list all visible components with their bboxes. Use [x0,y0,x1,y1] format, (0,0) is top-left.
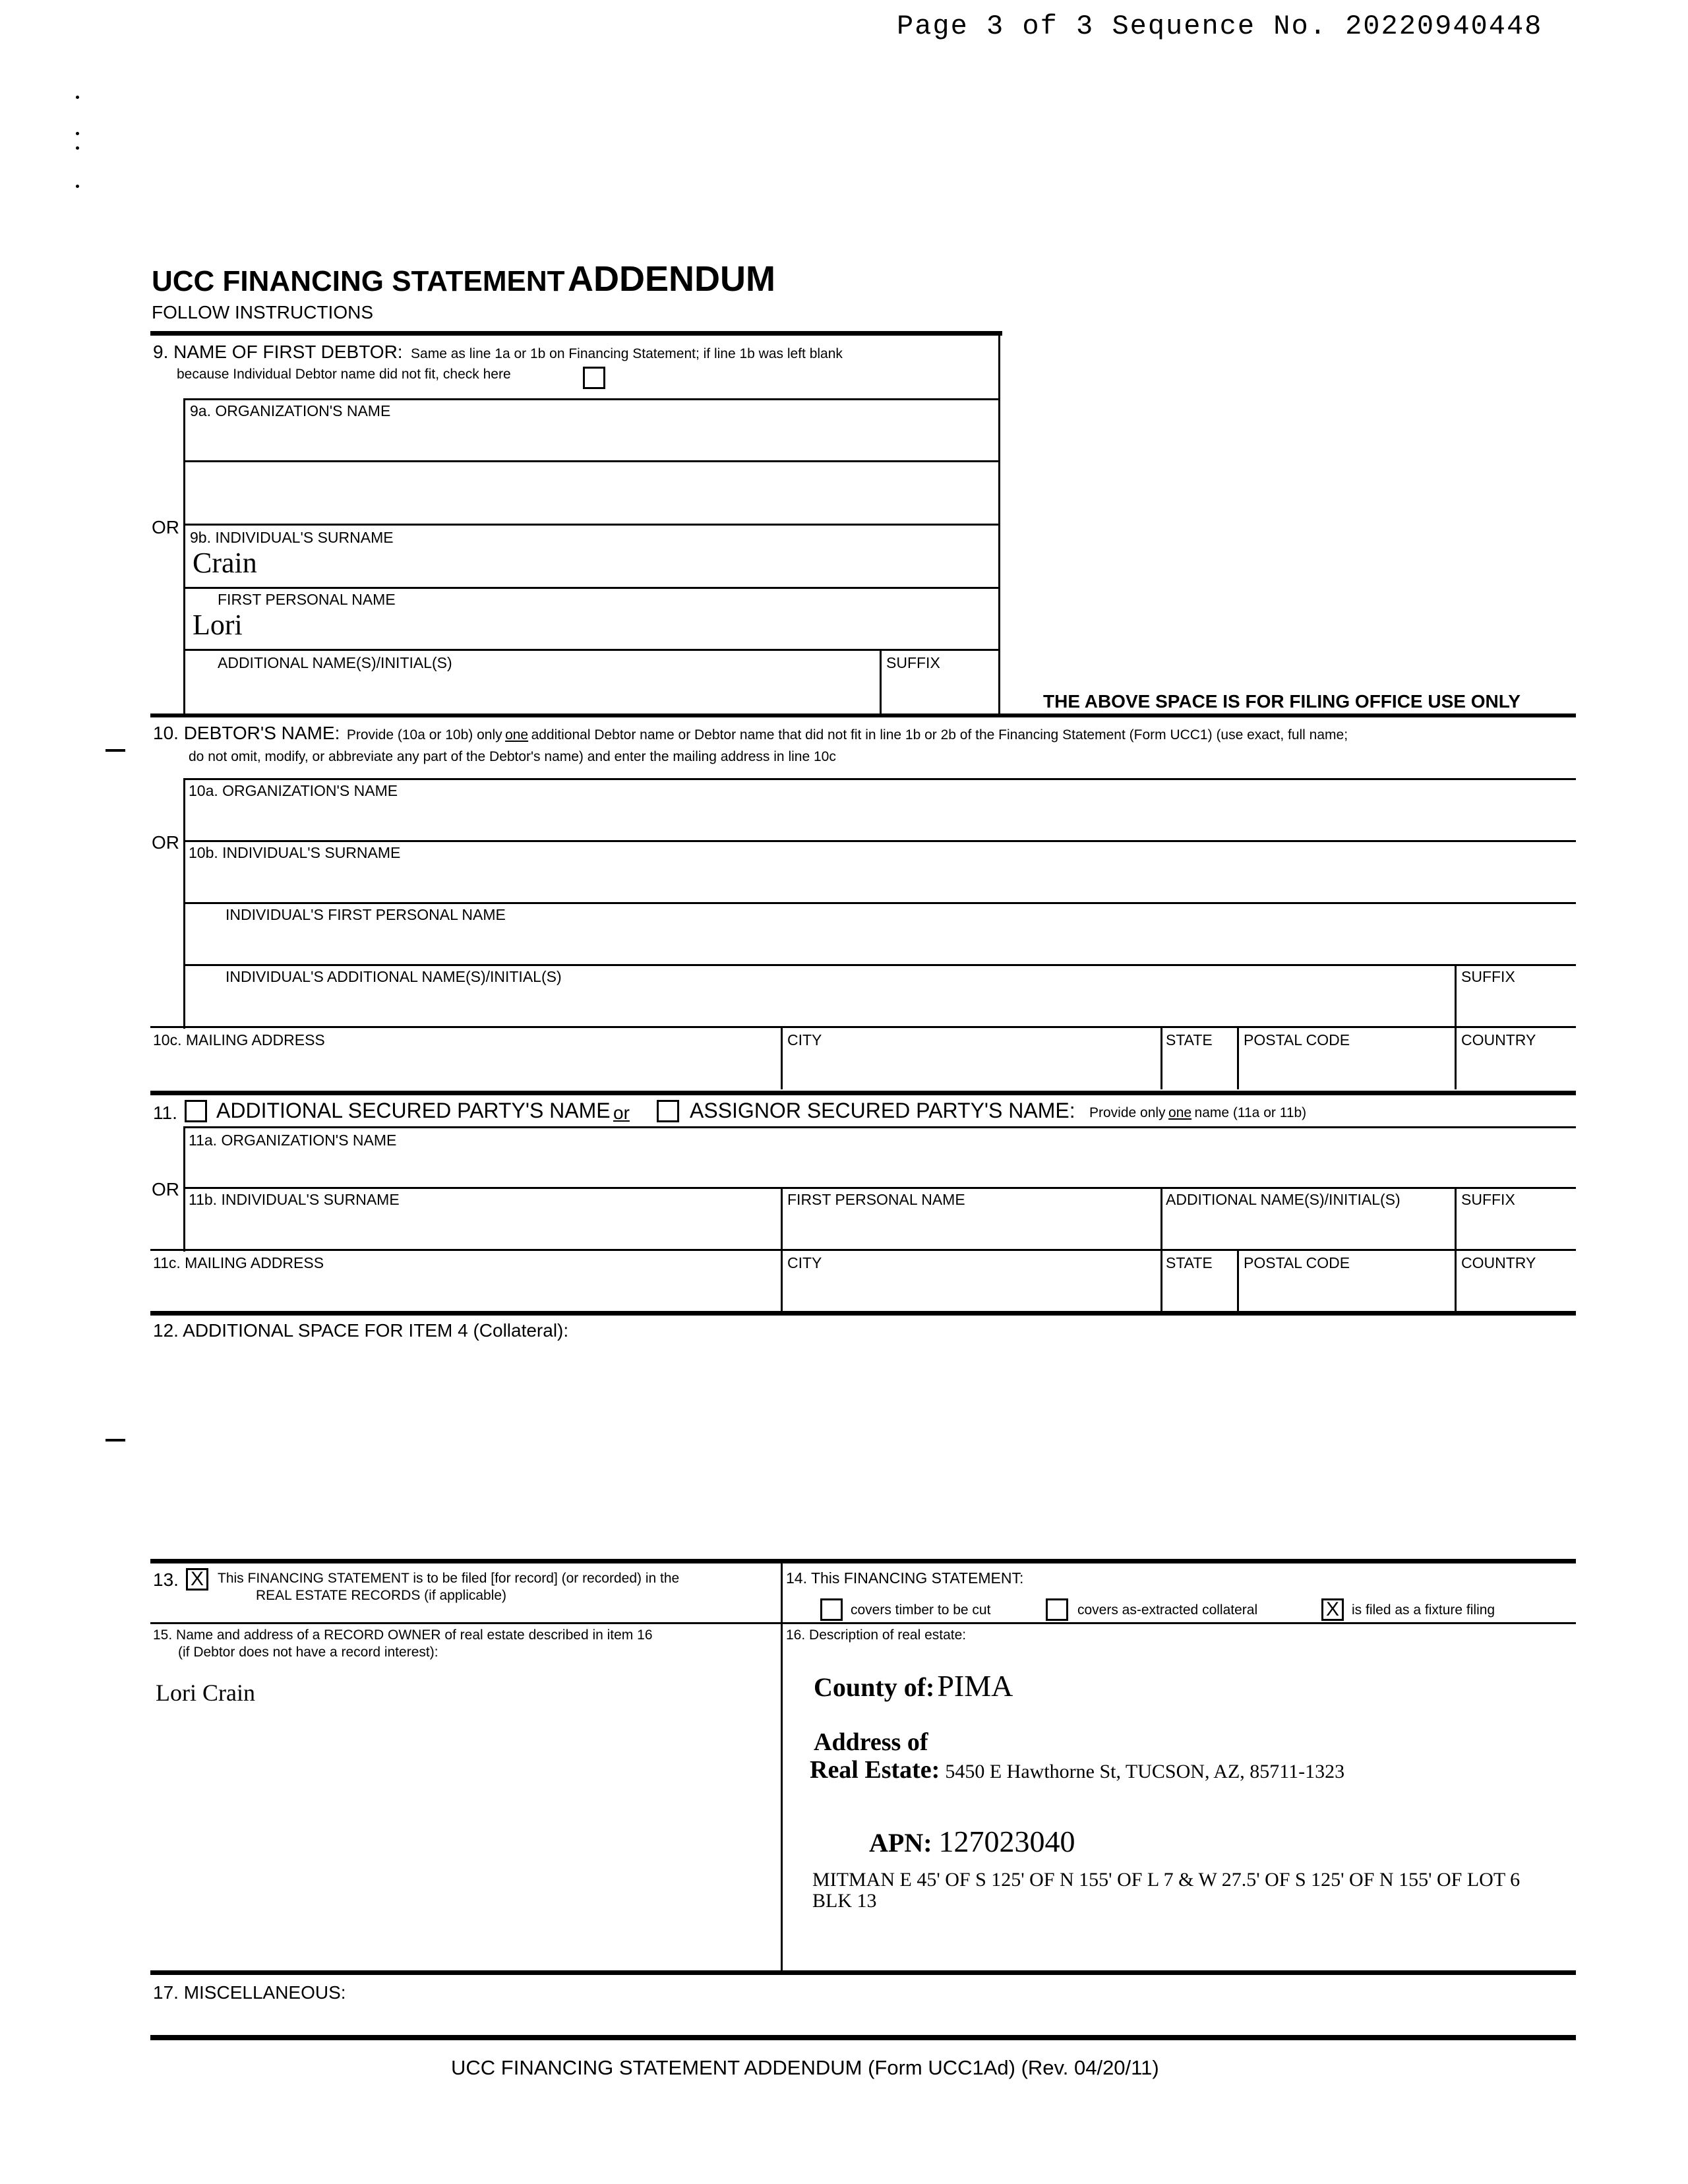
col-rule [880,649,882,715]
row-rule [150,1622,1576,1624]
section-10-heading: 10. DEBTOR'S NAME: Provide (10a or 10b) only one additional Debtor name or Debtor name that did not fit in line 1b or 2b of the Financing Statement (Form UCC1) (use exact, full name; [153,723,1348,743]
11b-surname-label: 11b. INDIVIDUAL'S SURNAME [189,1191,400,1208]
10b-surname-label: 10b. INDIVIDUAL'S SURNAME [189,844,401,861]
assignor-secured-party-checkbox[interactable] [657,1100,679,1122]
section-17-top-rule [150,1970,1576,1975]
10c-state-label: STATE [1166,1031,1213,1048]
9b-surname-value: Crain [193,547,257,579]
form-title [152,258,775,299]
row-rule [183,398,1000,400]
section-13-number: 13. [153,1569,179,1590]
follow-instructions: FOLLOW INSTRUCTIONS [152,302,374,322]
section-9-top-rule [150,331,1002,336]
col-rule [1237,1249,1239,1312]
section-15-text-2: (if Debtor does not have a record interest): [178,1645,438,1660]
section-11-top-rule [150,1091,1576,1095]
section-13-text-2: REAL ESTATE RECORDS (if applicable) [256,1588,507,1603]
9a-org-label: 9a. ORGANIZATION'S NAME [190,402,391,419]
section-12-top-rule [150,1311,1576,1316]
section-9-note: because Individual Debtor name did not fit, check here [177,367,511,382]
as-extracted-checkbox[interactable] [1046,1598,1068,1621]
additional-secured-party-checkbox[interactable] [185,1100,207,1122]
row-rule [183,778,1576,780]
section-10-top-rule [150,713,1576,717]
scan-speck [76,185,79,188]
as-extracted-label: covers as-extracted collateral [1077,1602,1258,1618]
col-rule [1237,1026,1239,1089]
section-10-note: do not omit, modify, or abbreviate any part of the Debtor's name) and enter the mailing address in line 10c [189,749,836,764]
filing-office-note: THE ABOVE SPACE IS FOR FILING OFFICE USE ONLY [1043,691,1521,712]
row-rule [150,1026,1576,1028]
10c-city-label: CITY [787,1031,822,1048]
row-rule [183,524,1000,526]
11b-suffix-label: SUFFIX [1461,1191,1515,1208]
section-15-text-1: 15. Name and address of a RECORD OWNER of real estate described in item 16 [153,1627,653,1643]
10-additional-names-label: INDIVIDUAL'S ADDITIONAL NAME(S)/INITIAL(S) [226,968,562,985]
row-rule [150,1249,1576,1251]
apn-line [869,1824,1075,1859]
col-rule [1455,1026,1457,1089]
form-title-suffix: ADDENDUM [568,259,775,299]
county-line [814,1668,1013,1703]
section-13-top-rule [150,1559,1576,1563]
11c-city-label: CITY [787,1254,822,1271]
9-suffix-label: SUFFIX [886,654,940,671]
col-rule [1455,964,1457,1027]
section-13-checkbox[interactable]: X [186,1568,208,1591]
10c-mailing-label: 10c. MAILING ADDRESS [153,1031,325,1048]
address-value: 5450 E Hawthorne St, TUCSON, AZ, 85711-1323 [945,1761,1345,1782]
10a-org-label: 10a. ORGANIZATION'S NAME [189,782,398,799]
scan-mark [106,1439,125,1441]
section-11-number: 11. [153,1103,177,1123]
col-rule [781,1026,783,1089]
col-rule [1160,1026,1162,1089]
legal-description-2: BLK 13 [812,1890,877,1912]
timber-checkbox[interactable] [820,1598,843,1621]
scan-speck [76,146,79,150]
row-rule [183,902,1576,904]
section-11-or: or [613,1103,630,1123]
row-rule [183,1126,1576,1128]
section-13-text-1: This FINANCING STATEMENT is to be filed [for record] (or recorded) in the [218,1571,680,1586]
row-rule [183,649,1000,651]
section-9-heading: 9. NAME OF FIRST DEBTOR: Same as line 1a or 1b on Financing Statement; if line 1b was left blank [153,342,843,362]
county-value: PIMA [937,1669,1013,1703]
center-divider [781,1559,783,1973]
11b-additional-label: ADDITIONAL NAME(S)/INITIAL(S) [1166,1191,1401,1208]
form-title-prefix: UCC FINANCING STATEMENT [152,265,565,297]
row-rule [183,460,1000,462]
10-first-name-label: INDIVIDUAL'S FIRST PERSONAL NAME [226,906,506,923]
section-9-right-border [998,331,1000,715]
assignor-secured-party-label: ASSIGNOR SECURED PARTY'S NAME: [690,1099,1075,1122]
9-additional-names-label: ADDITIONAL NAME(S)/INITIAL(S) [218,654,452,671]
section-17-heading: 17. MISCELLANEOUS: [153,1982,346,2003]
section-14-heading: 14. This FINANCING STATEMENT: [786,1569,1024,1587]
additional-secured-party-label: ADDITIONAL SECURED PARTY'S NAME [216,1099,611,1122]
section-9-left-border [183,398,185,715]
11c-postal-label: POSTAL CODE [1244,1254,1350,1271]
11a-org-label: 11a. ORGANIZATION'S NAME [189,1132,397,1149]
row-rule [183,840,1576,842]
row-rule [183,587,1000,589]
section-11-note: Provide only one name (11a or 11b) [1089,1105,1307,1120]
section-16-heading: 16. Description of real estate: [786,1627,967,1643]
scan-speck [76,96,79,99]
address-label-1: Address of [814,1728,928,1756]
or-label: OR [152,1179,179,1199]
row-rule [183,964,1576,966]
9-first-name-value: Lori [193,609,243,641]
apn-label: APN: [869,1828,932,1858]
apn-value: 127023040 [938,1825,1075,1858]
11c-state-label: STATE [1166,1254,1213,1271]
record-owner-name: Lori Crain [156,1680,255,1706]
11c-country-label: COUNTRY [1461,1254,1536,1271]
10c-postal-label: POSTAL CODE [1244,1031,1350,1048]
bottom-rule [150,2035,1576,2040]
legal-description-1: MITMAN E 45' OF S 125' OF N 155' OF L 7 & W 27.5' OF S 125' OF N 155' OF LOT 6 [812,1869,1521,1891]
page-sequence-header: Page 3 of 3 Sequence No. 20220940448 [897,11,1543,42]
or-label: OR [152,517,179,537]
county-label: County of: [814,1672,935,1702]
11b-first-name-label: FIRST PERSONAL NAME [787,1191,965,1208]
9-first-name-label: FIRST PERSONAL NAME [218,591,396,608]
fixture-filing-checkbox[interactable]: X [1321,1598,1344,1621]
or-label: OR [152,832,179,853]
fixture-filing-label: is filed as a fixture filing [1352,1602,1495,1618]
9b-surname-label: 9b. INDIVIDUAL'S SURNAME [190,529,394,546]
row-rule [183,1187,1576,1189]
10-suffix-label: SUFFIX [1461,968,1515,985]
scan-speck [76,132,79,135]
timber-label: covers timber to be cut [851,1602,991,1618]
scan-mark [106,749,125,752]
10c-country-label: COUNTRY [1461,1031,1536,1048]
section-11-left-border [183,1126,185,1252]
section-12-heading: 12. ADDITIONAL SPACE FOR ITEM 4 (Collateral): [153,1320,569,1341]
section-9-checkbox[interactable] [583,367,605,389]
address-line [810,1755,1344,1784]
11c-mailing-label: 11c. MAILING ADDRESS [153,1254,324,1271]
form-footer: UCC FINANCING STATEMENT ADDENDUM (Form UCC1Ad) (Rev. 04/20/11) [451,2056,1159,2079]
address-label-2: Real Estate: [810,1756,940,1784]
